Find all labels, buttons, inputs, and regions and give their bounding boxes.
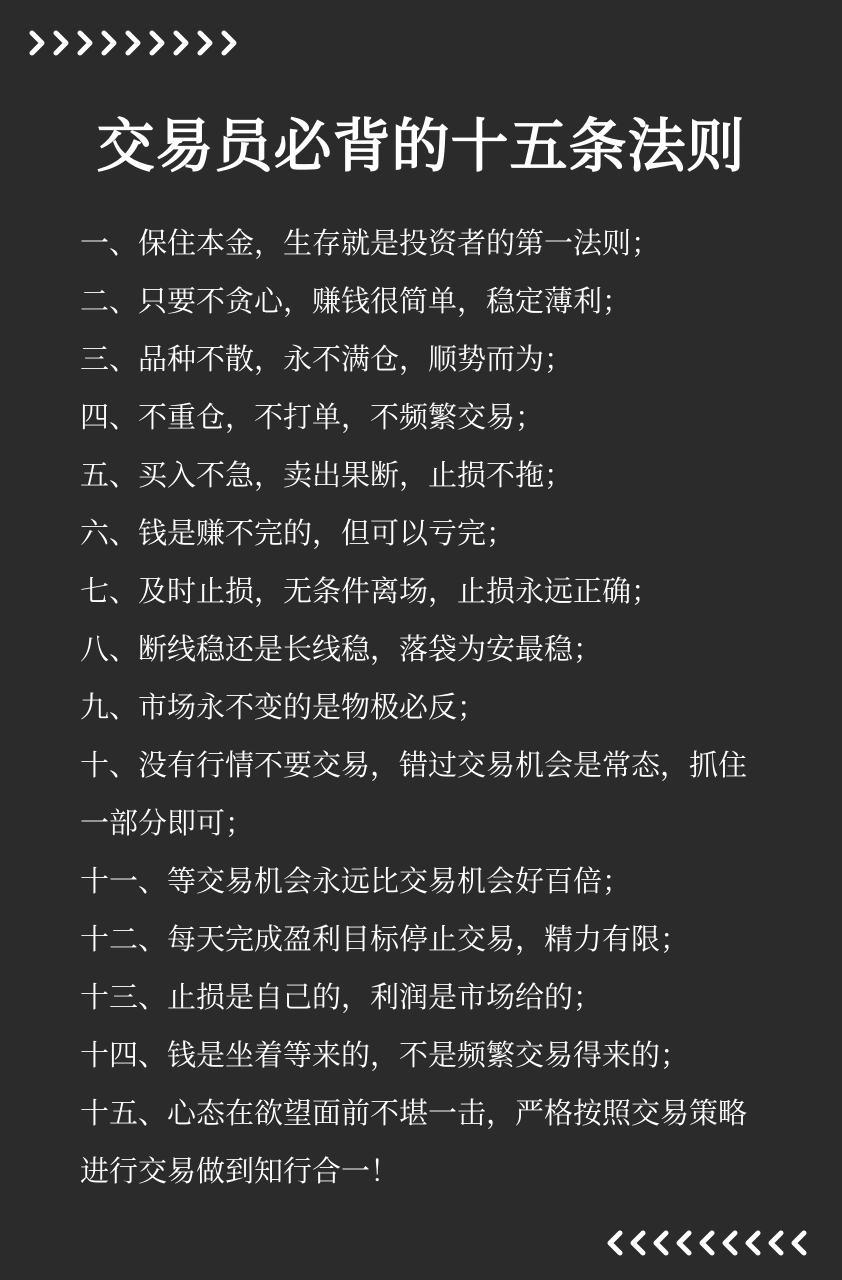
rule-item: 十五、心态在欲望面前不堪一击，严格按照交易策略 xyxy=(80,1096,748,1130)
rule-item: 十、没有行情不要交易，错过交易机会是常态，抓住 xyxy=(80,748,748,782)
rule-item: 六、钱是赚不完的，但可以亏完； xyxy=(80,516,516,550)
rule-item: 一、保住本金，生存就是投资者的第一法则； xyxy=(80,226,661,260)
chevrons-right-icon xyxy=(26,28,246,58)
rule-item-continued: 一部分即可； xyxy=(80,806,255,840)
chevrons-left-icon xyxy=(604,1228,814,1258)
rule-item: 十四、钱是坐着等来的，不是频繁交易得来的； xyxy=(80,1038,690,1072)
rule-item: 九、市场永不变的是物极必反； xyxy=(80,690,487,724)
page-title: 交易员必背的十五条法则 xyxy=(96,112,746,180)
rules-list xyxy=(80,214,770,1200)
rule-item: 五、买入不急，卖出果断，止损不拖； xyxy=(80,458,574,492)
rule-item-continued: 进行交易做到知行合一！ xyxy=(80,1154,400,1188)
rule-item: 三、品种不散，永不满仓，顺势而为； xyxy=(80,342,574,376)
rule-item: 十二、每天完成盈利目标停止交易，精力有限； xyxy=(80,922,690,956)
rule-item: 七、及时止损，无条件离场，止损永远正确； xyxy=(80,574,661,608)
rule-item: 八、断线稳还是长线稳，落袋为安最稳； xyxy=(80,632,603,666)
rule-item: 十三、止损是自己的，利润是市场给的； xyxy=(80,980,603,1014)
rule-item: 四、不重仓，不打单，不频繁交易； xyxy=(80,400,545,434)
rule-item: 二、只要不贪心，赚钱很简单，稳定薄利； xyxy=(80,284,632,318)
rule-item: 十一、等交易机会永远比交易机会好百倍； xyxy=(80,864,632,898)
